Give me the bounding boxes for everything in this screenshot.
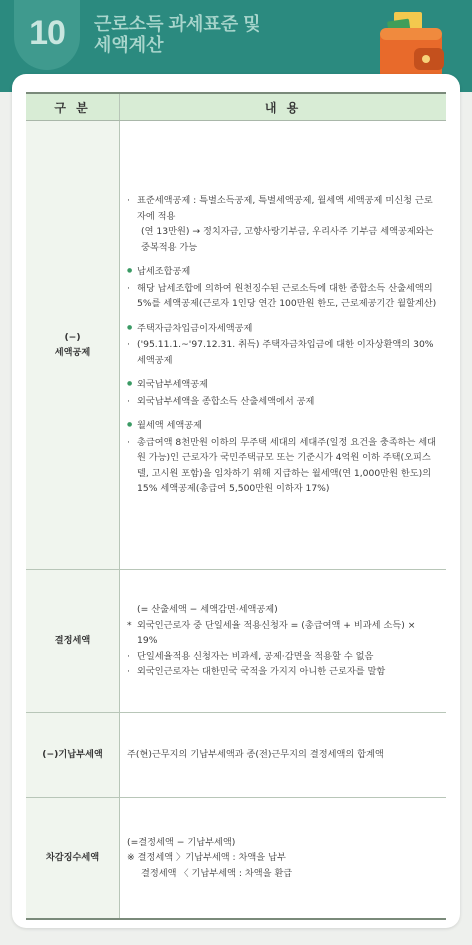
list-item: · 외국납부세액을 종합소득 산출세액에서 공제 [127, 395, 315, 407]
list-item: 주(현)근무지의 기납부세액과 종(전)근무지의 결정세액의 합계액 [127, 749, 384, 761]
list-item: * 외국인근로자 중 단일세율 적용신청자 = (총급여액 + 비과세 소득) × 19% [127, 619, 416, 647]
row-content [120, 121, 447, 570]
header-content: 내 용 [120, 93, 447, 121]
section-heading: ● 외국납부세액공제 [127, 377, 438, 394]
list-item: ※ 결정세액 〉기납부세액 : 차액을 납부 [127, 852, 286, 864]
bullet-icon [127, 377, 137, 394]
section-heading: ● 주택자금차입금이자세액공제 [127, 321, 438, 338]
bullet-icon [127, 321, 137, 338]
title-line-1: 근로소득 과세표준 및 [94, 14, 261, 34]
list-item: · 총급여액 8천만원 이하의 무주택 세대의 세대주(일정 요건을 충족하는 세대원 가능)인 근로자가 국민주택규모 또는 기준시가 4억원 이하 주택(오피스텔, 고시원 포함)을 임차하기 위해 지급하는 월세액(연 1,000만원 한도)의 15% 세액공제(총급여 5,500만원 이하자 17%) [127, 436, 437, 495]
row-category: 결정세액 [26, 570, 120, 713]
row-content [120, 798, 447, 920]
section-heading: ● 월세액 세액공제 [127, 418, 438, 435]
list-item: · 해당 납세조합에 의하여 원천징수된 근로소득에 대한 종합소득 산출세액의 5%를 세액공제(근로자 1인당 연간 100만원 한도, 근로제공기간 월할계산) [127, 282, 437, 310]
bullet-icon [127, 264, 137, 281]
row-content [120, 570, 447, 713]
list-item: (=결정세액 − 기납부세액) [127, 836, 236, 848]
bullet-icon [127, 418, 137, 435]
row-category: 차감징수세액 [26, 798, 120, 920]
table-row [26, 570, 446, 713]
header-category: 구 분 [26, 93, 120, 121]
row-category: (−)기납부세액 [26, 713, 120, 798]
list-item: · 단일세율적용 신청자는 비과세, 공제·감면을 적용할 수 없음 [127, 650, 374, 662]
page-title [94, 14, 354, 56]
table-row [26, 713, 446, 798]
section-heading: ● 납세조합공제 [127, 264, 438, 281]
title-line-2: 세액계산 [94, 35, 164, 55]
list-item: (연 13만원) → 정치자금, 고향사랑기부금, 우리사주 기부금 세액공제와는 중복적용 가능 [141, 226, 434, 253]
list-item: (= 산출세액 − 세액감면·세액공제) [137, 604, 278, 616]
row-content [120, 713, 447, 798]
table-row [26, 798, 446, 920]
table-row [26, 121, 446, 570]
list-item: · 표준세액공제 : 특별소득공제, 특별세액공제, 월세액 세액공제 미신청 근로자에 적용 [127, 195, 433, 222]
list-item: · ('95.11.1.~'97.12.31. 취득) 주택자금차입금에 대한 이자상환액의 30% 세액공제 [127, 339, 434, 366]
table-header-row [26, 93, 446, 121]
list-item: · 외국인근로자는 대한민국 국적을 가지지 아니한 근로자를 말함 [127, 666, 386, 678]
tax-table [26, 92, 446, 920]
chapter-number: 10 [29, 14, 65, 52]
row-category: (−) 세액공제 [26, 121, 120, 570]
list-item: 결정세액 〈 기납부세액 : 차액을 환급 [141, 867, 293, 879]
